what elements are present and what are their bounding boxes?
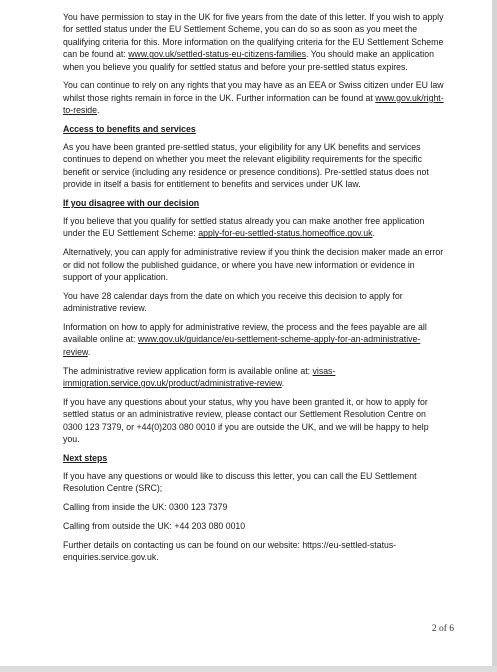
disagree-heading: If you disagree with our decision <box>63 198 200 209</box>
admin-review-form-link[interactable]: visas-immigration.service.gov.uk/product/administrative-review <box>63 365 336 389</box>
presettled-paragraph: You have permission to stay in the UK for five years from the date of this letter. If you wish to apply for settled status under the EU Settlement Scheme, you can do so as soon as you meet the qualifying criteria for this. More information on the qualifying criteria for the EU Settlement Scheme can be found at: www.gov.uk/settled-status-eu-citizens-families. You should make an application when you believe you qualify for settled status and before your pre-settled status expires. <box>63 12 444 72</box>
website-paragraph: Further details on contacting us can be found on our website: https://eu-settled-status-enquiries.service.gov.uk. <box>63 539 397 563</box>
benefits-paragraph: As you have been granted pre-settled status, your eligibility for any UK benefits and services continues to depend on whether you meet the relevant eligibility requirements for the specific benefit or service (including any residence or presence conditions). Pre-settled status does not provide in itself a basis for entitlement to benefits and services under UK law. <box>63 142 429 190</box>
deadline-paragraph: You have 28 calendar days from the date on which you receive this decision to apply for administrative review. <box>63 290 403 314</box>
page-number: 2 of 6 <box>431 624 454 634</box>
review-form-paragraph: The administrative review application form is available online at: visas-immigration.service.gov.uk/product/administrative-review. <box>63 365 336 389</box>
rights-paragraph: You can continue to rely on any rights that you may have as an EEA or Swiss citizen under EU law whilst those rights remain in force in the UK. Further information can be found at www.gov.uk/right-to-reside. <box>63 80 444 116</box>
benefits-heading: Access to benefits and services <box>63 124 196 135</box>
apply-eu-settled-status-link[interactable]: apply-for-eu-settled-status.homeoffice.gov.uk <box>198 228 373 239</box>
next-steps-heading: Next steps <box>63 452 108 463</box>
admin-review-paragraph: Alternatively, you can apply for administrative review if you think the decision maker made an error or did not follow the published guidance, or where you have new information or evidence in support of your application. <box>63 247 444 283</box>
page-bottom-edge <box>0 666 497 672</box>
letter-body <box>63 11 446 564</box>
page-edge-shadow <box>492 0 497 672</box>
outside-uk-phone-line: Calling from outside the UK: +44 203 080 0010 <box>63 520 246 531</box>
questions-paragraph: If you have any questions about your status, why you have been granted it, or how to apply for settled status or an administrative review, please contact our Settlement Resolution Centre on 0300 123 7379, or +44(0)203 080 0010 if you are outside the UK, and we will be happy to help you. <box>63 396 429 445</box>
settled-status-link[interactable]: www.gov.uk/settled-status-eu-citizens-families <box>128 49 307 60</box>
right-to-reside-link[interactable]: www.gov.uk/right-to-reside <box>63 92 444 116</box>
admin-review-guidance-link[interactable]: www.gov.uk/guidance/eu-settlement-scheme-apply-for-an-administrative-review <box>63 334 421 357</box>
review-info-paragraph: Information on how to apply for administrative review, the process and the fees payable are all available online at: www.gov.uk/guidance/eu-settlement-scheme-apply-for-an-administrative-review. <box>63 322 427 357</box>
reapply-paragraph: If you believe that you qualify for settled status already you can make another free application under the EU Settlement Scheme: apply-for-eu-settled-status.homeoffice.gov.uk. <box>63 216 425 239</box>
uk-phone-line: Calling from inside the UK: 0300 123 7379 <box>63 502 228 513</box>
src-paragraph: If you have any questions or would like to discuss this letter, you can call the EU Settlement Resolution Centre (SRC); <box>63 470 417 494</box>
